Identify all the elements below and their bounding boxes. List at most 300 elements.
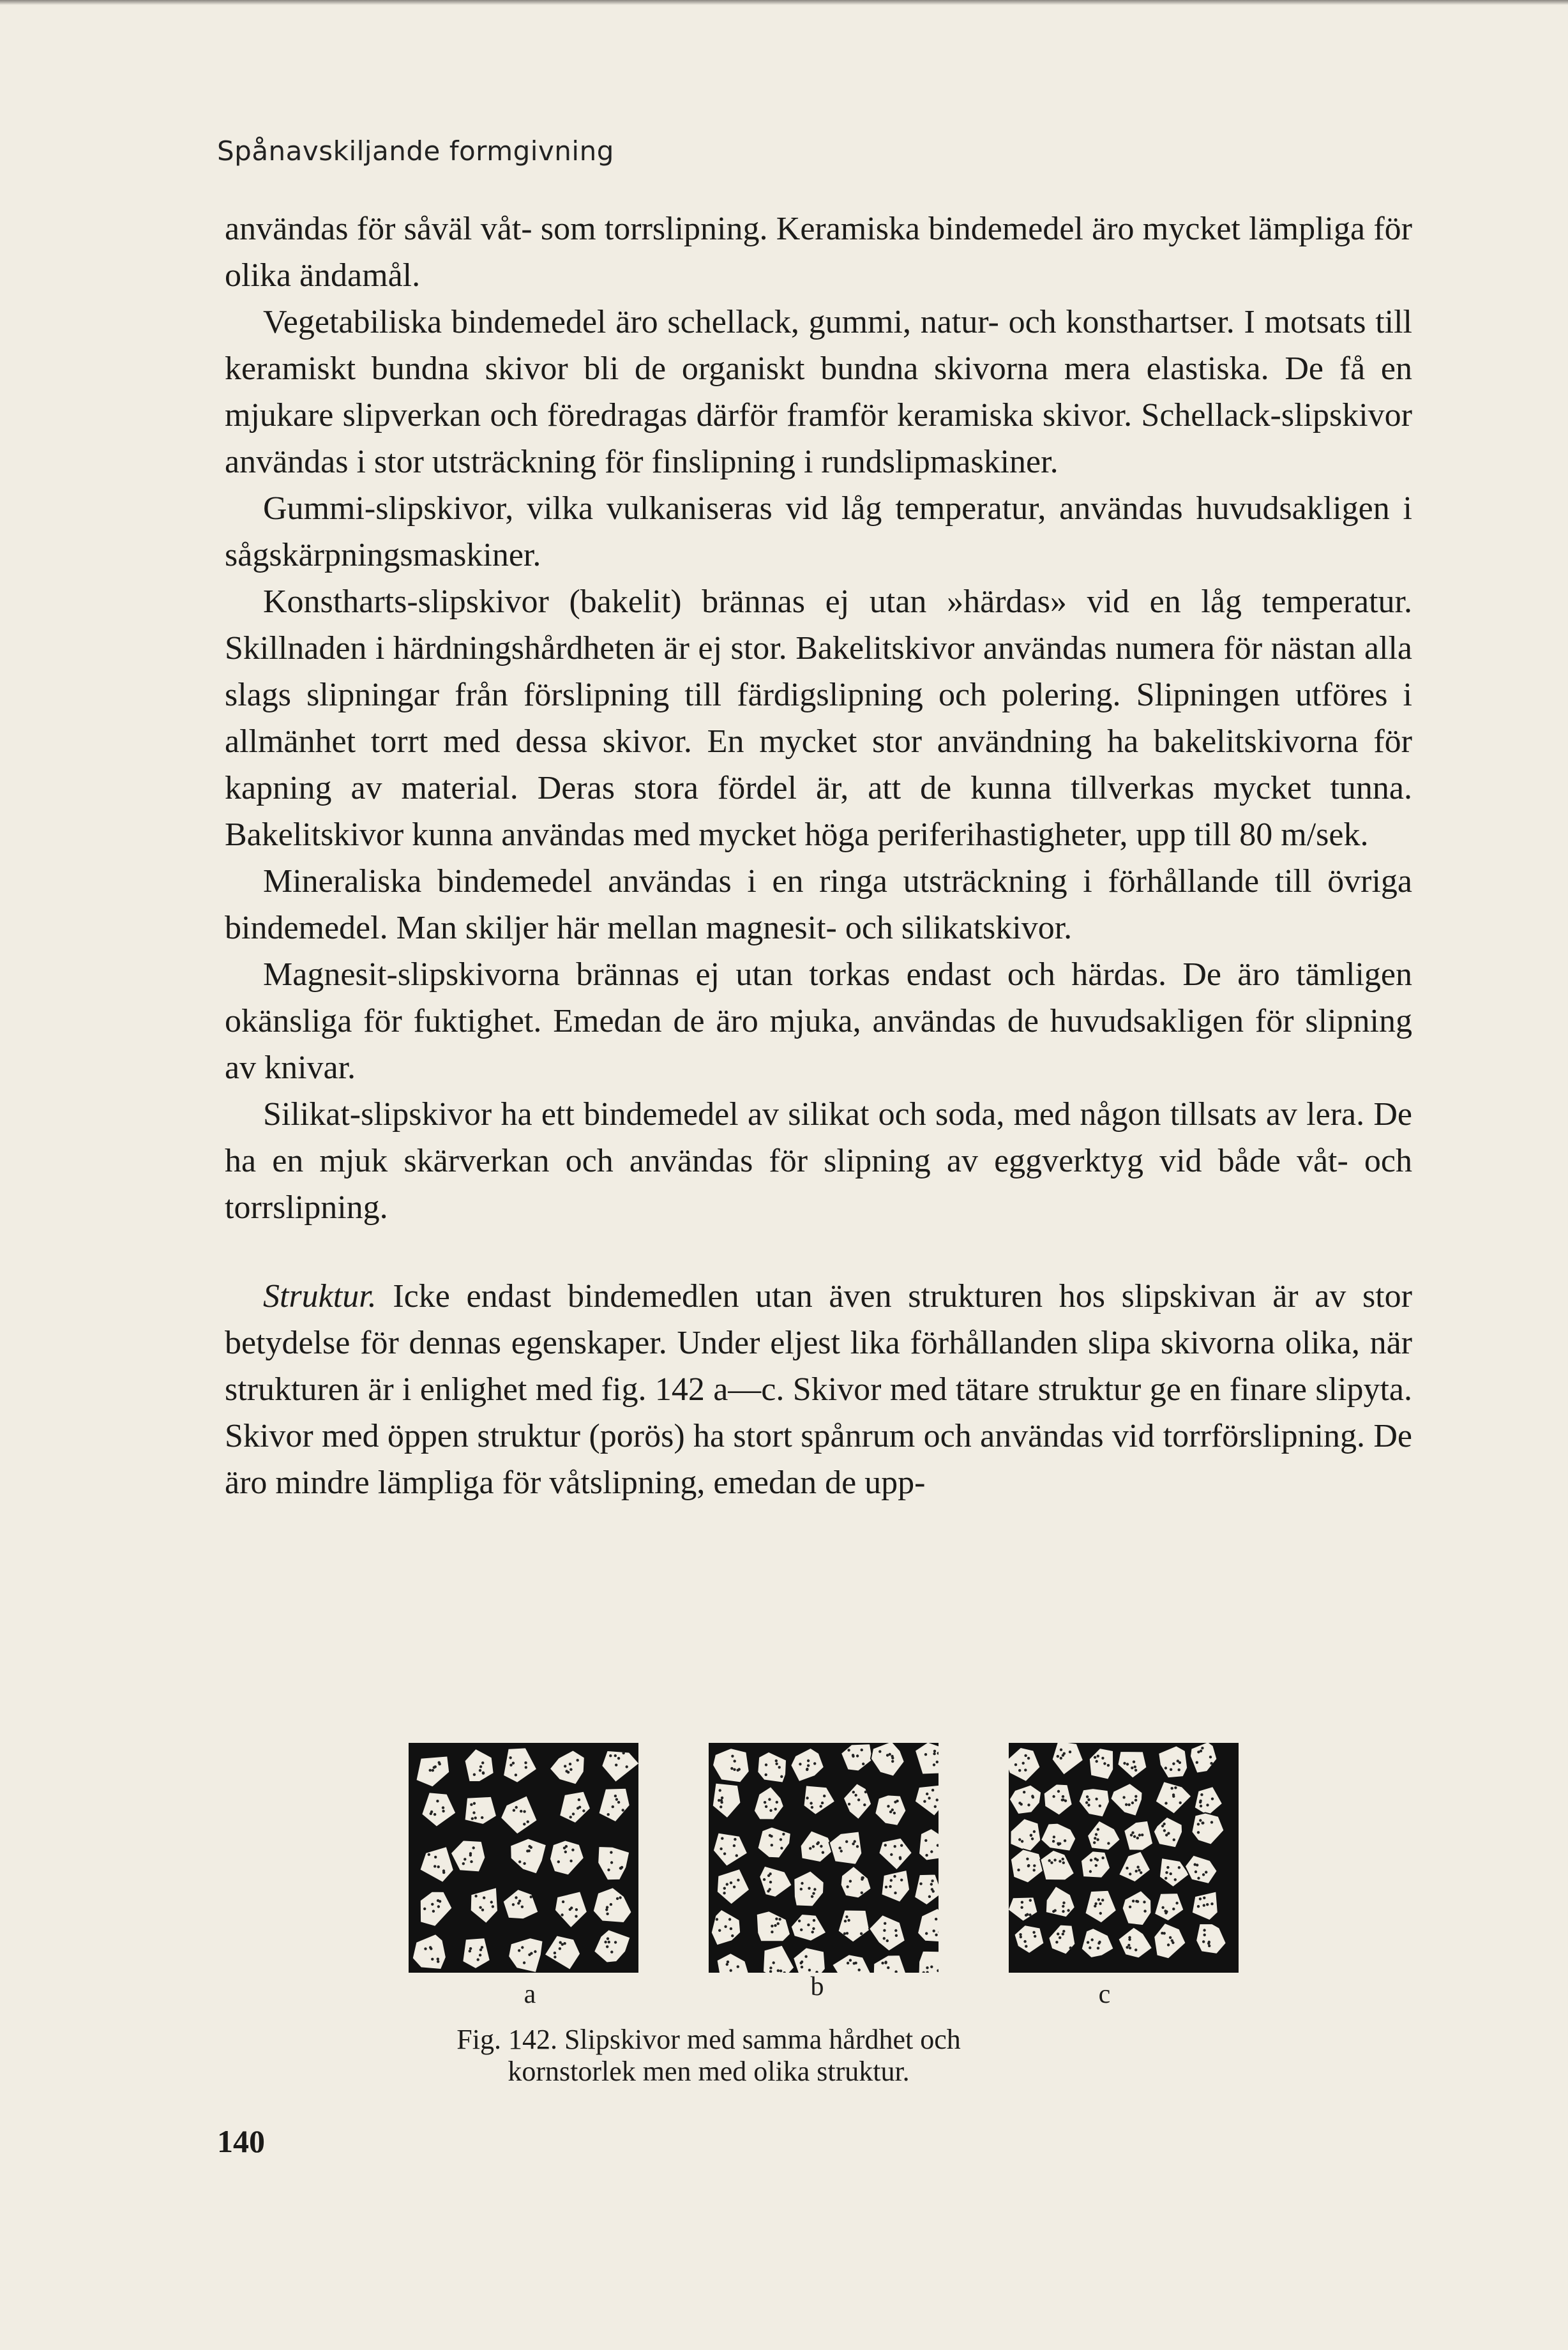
grain-stipple bbox=[1060, 1757, 1062, 1759]
grain-stipple bbox=[812, 1892, 815, 1895]
grain-stipple bbox=[765, 1774, 767, 1776]
grain-stipple bbox=[1095, 1864, 1097, 1867]
grain-stipple bbox=[1017, 1869, 1020, 1871]
grain-stipple bbox=[1179, 1802, 1182, 1804]
grain-stipple bbox=[1033, 1864, 1036, 1867]
grain-stipple bbox=[1165, 1834, 1168, 1836]
grain-stipple bbox=[1062, 1905, 1064, 1908]
grain-stipple bbox=[577, 1807, 579, 1809]
grain-stipple bbox=[442, 1810, 444, 1812]
caption-line-2: kornstorlek men med olika struktur. bbox=[508, 2056, 910, 2087]
grain-stipple bbox=[858, 1969, 861, 1971]
grain-stipple bbox=[1097, 1942, 1100, 1945]
grain-stipple bbox=[1143, 1901, 1145, 1903]
grain-stipple bbox=[1062, 1930, 1065, 1932]
grain-stipple bbox=[526, 1849, 529, 1852]
grain-stipple bbox=[614, 1795, 617, 1797]
grain-stipple bbox=[924, 1753, 927, 1756]
grain-stipple bbox=[852, 1842, 854, 1845]
grain-stipple bbox=[1023, 1791, 1025, 1793]
grain-stipple bbox=[1052, 1795, 1055, 1798]
grain-stipple bbox=[1135, 1948, 1137, 1951]
grain-stipple bbox=[1050, 1862, 1053, 1864]
grain-stipple bbox=[437, 1865, 440, 1868]
section-text: Icke endast bindemedlen utan även strukturen hos slipskivan är av stor betydelse för dennas egenskaper. Under eljest lika förhållanden slipa skivorna olika, när strukturen är i enlighet med fig. 142 a—c. Skivor med tätare struktur ge en finare slipyta. Skivor med öppen struktur (porös) ha stort spånrum och användas vid torrförslipning. De äro mindre lämpliga för våtslipning, emedan de upp- bbox=[225, 1278, 1412, 1501]
grain-stipple bbox=[809, 1847, 811, 1849]
grain-stipple bbox=[891, 1760, 894, 1763]
grain-stipple bbox=[807, 1764, 810, 1766]
grain-stipple bbox=[582, 1809, 585, 1812]
grain-stipple bbox=[534, 1950, 536, 1953]
grain-stipple bbox=[926, 1793, 928, 1795]
grain-stipple bbox=[434, 1765, 437, 1768]
grain-stipple bbox=[720, 1848, 722, 1850]
grain-stipple bbox=[718, 1799, 720, 1802]
grain-stipple bbox=[1133, 1835, 1136, 1838]
grain-stipple bbox=[1206, 1804, 1209, 1806]
grain-stipple bbox=[1166, 1866, 1169, 1869]
grain-stipple bbox=[1020, 1906, 1023, 1909]
grain-stipple bbox=[811, 1895, 813, 1898]
grain-stipple bbox=[1208, 1945, 1210, 1947]
grain-stipple bbox=[799, 1763, 801, 1765]
grain-stipple bbox=[554, 1955, 556, 1958]
grain-stipple bbox=[1062, 1862, 1065, 1864]
grain-stipple bbox=[481, 1909, 484, 1911]
grain-stipple bbox=[521, 1906, 524, 1908]
grain-stipple bbox=[1199, 1897, 1202, 1900]
grain-stipple bbox=[771, 1925, 773, 1927]
grain-stipple bbox=[1025, 1914, 1027, 1917]
grain-stipple bbox=[890, 1853, 893, 1856]
grain-stipple bbox=[1018, 1769, 1021, 1772]
grain-stipple bbox=[525, 1766, 527, 1768]
grain-stipple bbox=[726, 1963, 728, 1966]
grain-stipple bbox=[724, 1925, 727, 1928]
grain-stipple bbox=[1133, 1761, 1135, 1763]
grain-stipple bbox=[863, 1804, 866, 1806]
grain-stipple bbox=[1101, 1757, 1104, 1759]
grain-stipple bbox=[800, 1888, 803, 1890]
grain-stipple bbox=[1172, 1795, 1175, 1798]
grain-stipple bbox=[605, 1908, 608, 1911]
grain-stipple bbox=[1140, 1871, 1142, 1874]
grain-stipple bbox=[470, 1860, 472, 1863]
grain-stipple bbox=[1127, 1944, 1130, 1947]
grain-stipple bbox=[1138, 1834, 1141, 1836]
grain-stipple bbox=[1069, 1947, 1072, 1949]
grain-stipple bbox=[1031, 1837, 1034, 1840]
grain-stipple bbox=[1057, 1843, 1060, 1846]
grain-stipple bbox=[852, 1791, 855, 1793]
grain-stipple bbox=[473, 1802, 476, 1805]
grain-stipple bbox=[1143, 1909, 1146, 1912]
grain-stipple bbox=[1131, 1832, 1134, 1834]
grain-stipple bbox=[482, 1772, 485, 1774]
grain-stipple bbox=[437, 1957, 439, 1960]
grain-stipple bbox=[861, 1878, 863, 1881]
grain-stipple bbox=[820, 1845, 822, 1848]
grain-stipple bbox=[1129, 1906, 1131, 1908]
grain-stipple bbox=[575, 1908, 578, 1911]
grain-stipple bbox=[578, 1798, 580, 1801]
grain-stipple bbox=[570, 1906, 573, 1909]
grain-stipple bbox=[936, 1798, 939, 1801]
grain-stipple bbox=[1197, 1831, 1200, 1834]
grain-stipple bbox=[509, 1764, 512, 1766]
figure-caption bbox=[0, 2024, 1568, 2088]
grain-stipple bbox=[1062, 1795, 1064, 1798]
grain-stipple bbox=[813, 1919, 815, 1922]
grain-stipple bbox=[1123, 1762, 1126, 1765]
grain-stipple bbox=[610, 1861, 613, 1864]
grain-stipple bbox=[928, 1895, 931, 1898]
grain-stipple bbox=[780, 1838, 782, 1841]
grain-stipple bbox=[610, 1950, 613, 1953]
grain-stipple bbox=[569, 1763, 571, 1765]
grain-stipple bbox=[436, 1800, 439, 1802]
grain-stipple bbox=[438, 1761, 441, 1764]
structure-panel-a bbox=[409, 1743, 638, 1973]
grain-stipple bbox=[889, 1753, 891, 1756]
grain-stipple bbox=[933, 1750, 936, 1752]
grain-stipple bbox=[845, 1841, 848, 1843]
grain-stipple bbox=[735, 1854, 738, 1857]
grain-stipple bbox=[840, 1849, 843, 1852]
grain-stipple bbox=[1097, 1947, 1099, 1949]
grain-stipple bbox=[846, 1885, 848, 1888]
grain-stipple bbox=[554, 1952, 556, 1954]
grain-stipple bbox=[1206, 1903, 1209, 1906]
grain-stipple bbox=[471, 1818, 474, 1820]
grain-stipple bbox=[723, 1887, 726, 1890]
grain-stipple bbox=[1053, 1835, 1055, 1838]
grain-stipple bbox=[813, 1888, 816, 1890]
grain-stipple bbox=[1069, 1751, 1071, 1753]
grain-stipple bbox=[1202, 1940, 1205, 1943]
grain-stipple bbox=[1024, 1768, 1027, 1771]
grain-stipple bbox=[1062, 1932, 1064, 1935]
grain-stipple bbox=[930, 1883, 933, 1885]
grain-stipple bbox=[1089, 1870, 1092, 1872]
grain-stipple bbox=[612, 1805, 614, 1808]
grain-stipple bbox=[899, 1857, 901, 1860]
grain-stipple bbox=[1064, 1800, 1067, 1802]
grain-stipple bbox=[935, 1918, 937, 1920]
grain-stipple bbox=[474, 1816, 477, 1819]
grain-stipple bbox=[800, 1929, 803, 1931]
grain-stipple bbox=[1095, 1798, 1097, 1800]
grain-stipple bbox=[1055, 1941, 1058, 1943]
grain-stipple bbox=[864, 1791, 867, 1793]
grain-stipple bbox=[1019, 1933, 1021, 1936]
grain-stipple bbox=[462, 1862, 465, 1865]
grain-stipple bbox=[767, 1890, 769, 1892]
grain-stipple bbox=[847, 1919, 850, 1922]
grain-stipple bbox=[606, 1913, 608, 1915]
grain-stipple bbox=[811, 1931, 814, 1933]
grain-stipple bbox=[479, 1769, 481, 1772]
grain-stipple bbox=[614, 1754, 617, 1757]
structure-panel-b bbox=[709, 1743, 939, 1973]
grain-stipple bbox=[1064, 1839, 1066, 1842]
grain-stipple bbox=[609, 1754, 612, 1757]
grain-stipple bbox=[1170, 1768, 1172, 1771]
grain-stipple bbox=[1199, 1819, 1202, 1821]
grain-stipple bbox=[1027, 1865, 1030, 1867]
grain-stipple bbox=[883, 1929, 886, 1932]
grain-stipple bbox=[884, 1844, 887, 1846]
grain-stipple bbox=[523, 1862, 525, 1865]
grain-stipple bbox=[852, 1755, 854, 1758]
grain-stipple bbox=[1131, 1802, 1134, 1804]
grain-stipple bbox=[884, 1961, 887, 1963]
grain-stipple bbox=[798, 1920, 801, 1922]
grain-stipple bbox=[738, 1768, 741, 1770]
grain-stipple bbox=[523, 1823, 525, 1825]
grain-stipple bbox=[1135, 1799, 1137, 1802]
grain-stipple bbox=[721, 1796, 723, 1799]
structure-illustration-a bbox=[409, 1743, 638, 1973]
grain-stipple bbox=[1089, 1947, 1091, 1949]
grain-stipple bbox=[492, 1905, 494, 1908]
grain-stipple bbox=[563, 1942, 566, 1945]
grain-stipple bbox=[479, 1906, 481, 1909]
grain-stipple bbox=[1026, 1858, 1029, 1860]
grain-stipple bbox=[804, 1955, 807, 1958]
paragraph-6: Magnesit-slipskivorna brännas ej utan torkas endast och härdas. De äro tämligen okänsliga för fuktighet. Emedan de äro mjuka, användas de huvudsakligen för slipning av knivar. bbox=[225, 956, 1412, 1086]
grain-stipple bbox=[778, 1918, 781, 1920]
section-heading: Struktur. bbox=[263, 1278, 377, 1314]
grain-stipple bbox=[1062, 1901, 1065, 1904]
grain-stipple bbox=[1165, 1766, 1167, 1769]
grain-stipple bbox=[775, 1918, 778, 1920]
grain-stipple bbox=[604, 1941, 607, 1943]
grain-stipple bbox=[1027, 1757, 1030, 1759]
grain-stipple bbox=[481, 1816, 483, 1819]
grain-stipple bbox=[1048, 1859, 1051, 1862]
grain-stipple bbox=[726, 1883, 728, 1885]
running-head: Spånavskiljande formgivning bbox=[217, 135, 614, 167]
grain-stipple bbox=[1167, 1943, 1170, 1946]
grain-stipple bbox=[569, 1816, 572, 1818]
grain-stipple bbox=[861, 1892, 863, 1894]
grain-stipple bbox=[1094, 1756, 1096, 1759]
grain-stipple bbox=[473, 1774, 476, 1776]
grain-stipple bbox=[1032, 1931, 1035, 1934]
grain-stipple bbox=[434, 1856, 437, 1858]
paragraph-1: användas för såväl våt- som torrslipning. Keramiska bindemedel äro mycket lämpliga för olika ändamål. bbox=[225, 211, 1412, 294]
grain-stipple bbox=[571, 1849, 574, 1851]
grain-stipple bbox=[769, 1809, 772, 1812]
grain-stipple bbox=[919, 1883, 922, 1885]
grain-stipple bbox=[895, 1934, 898, 1937]
grain-stipple bbox=[564, 1851, 567, 1853]
grain-stipple bbox=[881, 1962, 884, 1964]
grain-stipple bbox=[1023, 1940, 1026, 1943]
grain-stipple bbox=[733, 1768, 735, 1771]
grain-stipple bbox=[1201, 1747, 1203, 1749]
grain-stipple bbox=[479, 1765, 482, 1768]
grain-stipple bbox=[862, 1763, 864, 1765]
grain-stipple bbox=[930, 1966, 933, 1968]
grain-stipple bbox=[925, 1932, 928, 1934]
grain-stipple bbox=[1107, 1842, 1110, 1844]
grain-stipple bbox=[808, 1887, 810, 1890]
grain-stipple bbox=[1203, 1929, 1205, 1931]
grain-stipple bbox=[469, 1947, 472, 1950]
grain-stipple bbox=[1087, 1798, 1090, 1801]
grain-stipple bbox=[894, 1801, 896, 1804]
grain-stipple bbox=[490, 1901, 493, 1903]
grain-stipple bbox=[770, 1835, 773, 1837]
grain-stipple bbox=[1209, 1756, 1212, 1758]
grain-stipple bbox=[887, 1805, 889, 1807]
grain-stipple bbox=[575, 1915, 577, 1918]
grain-stipple bbox=[607, 1869, 610, 1871]
grain-stipple bbox=[838, 1847, 841, 1849]
grain-stipple bbox=[933, 1752, 935, 1755]
grain-stipple bbox=[925, 1854, 928, 1857]
grain-stipple bbox=[812, 1927, 815, 1930]
section-struktur bbox=[225, 1273, 1412, 1506]
grain-stipple bbox=[780, 1775, 783, 1778]
grain-stipple bbox=[878, 1750, 881, 1752]
grain-stipple bbox=[607, 1813, 610, 1816]
grain-stipple bbox=[1195, 1871, 1197, 1873]
grain-stipple bbox=[1135, 1870, 1138, 1872]
grain-stipple bbox=[807, 1924, 810, 1926]
grain-stipple bbox=[800, 1962, 803, 1964]
grain-stipple bbox=[1200, 1793, 1203, 1796]
grain-stipple bbox=[1087, 1941, 1089, 1943]
grain-stipple bbox=[1029, 1913, 1031, 1916]
grain-stipple bbox=[430, 1811, 433, 1813]
grain-stipple bbox=[1096, 1838, 1099, 1841]
grain-stipple bbox=[527, 1820, 529, 1823]
grain-stipple bbox=[856, 1845, 859, 1848]
grain-stipple bbox=[1128, 1938, 1131, 1941]
grain-stipple bbox=[1085, 1801, 1088, 1804]
grain-stipple bbox=[433, 1813, 436, 1816]
grain-stipple bbox=[1091, 1938, 1094, 1941]
grain-stipple bbox=[1094, 1858, 1097, 1860]
grain-stipple bbox=[1165, 1871, 1168, 1874]
grain-stipple bbox=[1202, 1821, 1204, 1824]
grain-stipple bbox=[1170, 1872, 1172, 1875]
grain-stipple bbox=[515, 1774, 517, 1776]
grain-stipple bbox=[1107, 1764, 1110, 1766]
grain-stipple bbox=[1175, 1902, 1178, 1904]
grain-stipple bbox=[1099, 1805, 1101, 1807]
paragraph-3: Gummi-slipskivor, vilka vulkaniseras vid låg temperatur, användas huvudsakligen i sågskärpningsmaskiner. bbox=[225, 490, 1412, 573]
grain-stipple bbox=[1059, 1936, 1061, 1939]
grain-stipple bbox=[464, 1858, 466, 1860]
grain-stipple bbox=[780, 1847, 783, 1849]
grain-stipple bbox=[891, 1809, 894, 1811]
grain-stipple bbox=[926, 1966, 928, 1969]
structure-illustration-c bbox=[1009, 1743, 1239, 1973]
grain-stipple bbox=[1197, 1905, 1200, 1908]
grain-stipple bbox=[610, 1903, 612, 1906]
grain-stipple bbox=[481, 1761, 484, 1764]
paragraph-7: Silikat-slipskivor ha ett bindemedel av silikat och soda, med någon tillsats av lera. De ha en mjuk skärverkan och användas för slipning av eggverktyg vid både våt- och torrslipning. bbox=[225, 1096, 1412, 1226]
grain-stipple bbox=[1094, 1905, 1096, 1908]
grain-stipple bbox=[1125, 1804, 1127, 1806]
grain-stipple bbox=[934, 1805, 937, 1808]
grain-stipple bbox=[1138, 1869, 1140, 1871]
grain-stipple bbox=[774, 1924, 776, 1927]
grain-stipple bbox=[521, 1946, 524, 1948]
grain-stipple bbox=[607, 1938, 609, 1940]
grain-stipple bbox=[1163, 1829, 1166, 1832]
grain-stipple bbox=[935, 1934, 937, 1936]
grain-stipple bbox=[432, 1769, 434, 1772]
grain-stipple bbox=[765, 1805, 767, 1808]
grain-stipple bbox=[861, 1749, 863, 1751]
grain-stipple bbox=[622, 1752, 625, 1754]
grain-stipple bbox=[1203, 1897, 1205, 1899]
grain-stipple bbox=[483, 1897, 485, 1899]
grain-stipple bbox=[1090, 1859, 1092, 1862]
figure-label-c: c bbox=[1098, 1980, 1111, 2009]
grain-stipple bbox=[1020, 1936, 1022, 1938]
grain-stipple bbox=[1099, 1902, 1101, 1905]
grain-stipple bbox=[776, 1801, 778, 1804]
grain-stipple bbox=[894, 1892, 896, 1894]
grain-stipple bbox=[930, 1850, 933, 1853]
grain-stipple bbox=[1179, 1761, 1181, 1764]
grain-stipple bbox=[606, 1906, 608, 1908]
grain-stipple bbox=[1094, 1837, 1096, 1839]
grain-stipple bbox=[821, 1802, 824, 1804]
grain-stipple bbox=[849, 1959, 852, 1961]
grain-stipple bbox=[847, 1749, 850, 1751]
grain-stipple bbox=[528, 1954, 531, 1956]
grain-stipple bbox=[479, 1954, 481, 1956]
grain-stipple bbox=[608, 1941, 610, 1943]
grain-stipple bbox=[807, 1759, 810, 1762]
grain-stipple bbox=[1057, 1932, 1059, 1935]
grain-stipple bbox=[622, 1809, 624, 1811]
grain-stipple bbox=[616, 1897, 619, 1900]
grain-stipple bbox=[442, 1806, 444, 1809]
grain-stipple bbox=[811, 1806, 813, 1809]
grain-stipple bbox=[509, 1756, 511, 1759]
paragraph-4: Konstharts-slipskivor (bakelit) brännas ej utan »härdas» vid en låg temperatur. Skillnaden i härdningshårdheten är ej stor. Bakelitskivor användas numera för nästan alla slags slipningar från förslipning till färdigslipning och polering. Slipningen utföres i allmänhet torrt med dessa skivor. En mycket stor användning ha bakelitskivorna för kapning av material. Deras stora fördel är, att de kunna tillverkas mycket tunna. Bakelitskivor kunna användas med mycket höga periferihastigheter, upp till 80 m/sek. bbox=[225, 584, 1412, 853]
grain-stipple bbox=[813, 1762, 816, 1765]
grain-stipple bbox=[437, 1905, 440, 1908]
grain-stipple bbox=[723, 1892, 725, 1894]
grain-stipple bbox=[1199, 1801, 1202, 1804]
grain-stipple bbox=[1097, 1898, 1100, 1901]
grain-stipple bbox=[1207, 1942, 1210, 1945]
grain-stipple bbox=[1025, 1945, 1027, 1948]
grain-stipple bbox=[1060, 1749, 1062, 1751]
grain-stipple bbox=[1014, 1763, 1017, 1766]
grain-stipple bbox=[773, 1961, 775, 1964]
grain-stipple bbox=[1097, 1755, 1099, 1758]
grain-stipple bbox=[1030, 1834, 1032, 1837]
grain-stipple bbox=[822, 1851, 824, 1854]
grain-stipple bbox=[728, 1918, 731, 1920]
grain-stipple bbox=[900, 1844, 903, 1847]
grain-stipple bbox=[1127, 1804, 1130, 1806]
grain-stipple bbox=[610, 1851, 612, 1853]
grain-stipple bbox=[887, 1966, 889, 1969]
grain-stipple bbox=[619, 1896, 621, 1899]
grain-stipple bbox=[731, 1934, 734, 1937]
